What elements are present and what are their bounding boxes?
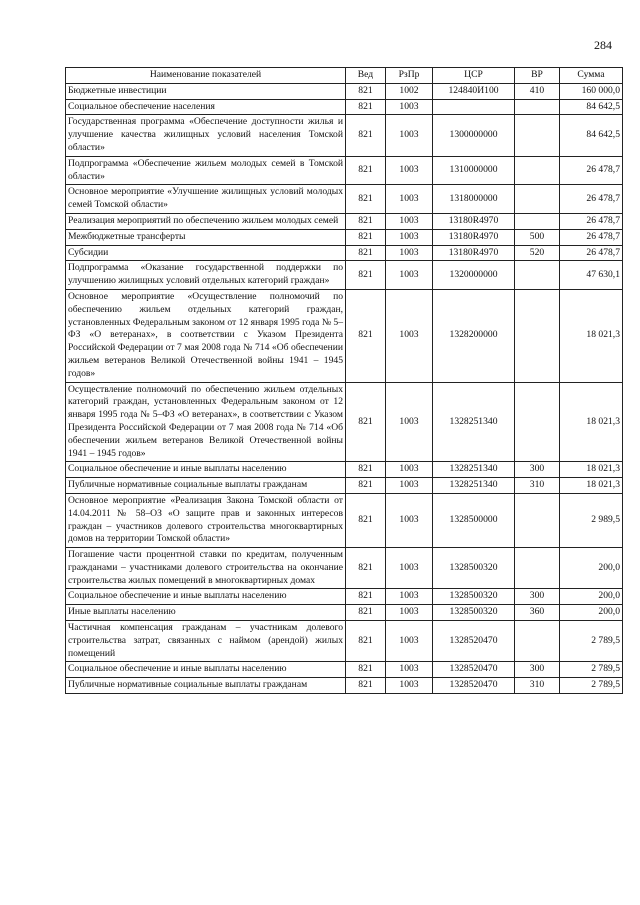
- table-row: [66, 493, 623, 547]
- cell-ved: 821: [346, 229, 386, 245]
- cell-vr: [515, 289, 560, 382]
- cell-ved: 821: [346, 493, 386, 547]
- cell-sum: 26 478,7: [560, 185, 623, 214]
- cell-sum: 160 000,0: [560, 83, 623, 99]
- cell-rzpr: 1003: [386, 462, 433, 478]
- cell-ved: 821: [346, 478, 386, 494]
- table-row: [66, 382, 623, 462]
- cell-csr: 13180R4970: [433, 213, 515, 229]
- cell-ved: 821: [346, 605, 386, 621]
- page-number: 284: [594, 38, 612, 52]
- table-row: [66, 261, 623, 290]
- cell-vr: 410: [515, 83, 560, 99]
- cell-rzpr: 1003: [386, 99, 433, 115]
- table-row: [66, 621, 623, 662]
- table-row: [66, 185, 623, 214]
- cell-sum: 18 021,3: [560, 289, 623, 382]
- cell-name: Основное мероприятие «Осуществление полномочий по обеспечению жильем отдельных категорий граждан, установленных Федеральным законом от 12 января 1995 года № 5–ФЗ «О ветеранах», в соответствии с Указом Президента Российской Федерации от 7 мая 2008 года № 714 «Об обеспечении жильем ветеранов Великой Отечественной войны 1941 – 1945 годов»: [66, 289, 346, 382]
- table-row: [66, 289, 623, 382]
- cell-csr: 1328200000: [433, 289, 515, 382]
- cell-vr: [515, 115, 560, 156]
- cell-vr: [515, 261, 560, 290]
- cell-rzpr: 1003: [386, 115, 433, 156]
- cell-sum: 26 478,7: [560, 156, 623, 185]
- table-row: [66, 83, 623, 99]
- cell-sum: 84 642,5: [560, 115, 623, 156]
- cell-rzpr: 1003: [386, 261, 433, 290]
- cell-name: Социальное обеспечение и иные выплаты населению: [66, 589, 346, 605]
- cell-ved: 821: [346, 662, 386, 678]
- cell-sum: 2 989,5: [560, 493, 623, 547]
- cell-name: Субсидии: [66, 245, 346, 261]
- cell-rzpr: 1003: [386, 478, 433, 494]
- cell-ved: 821: [346, 185, 386, 214]
- cell-vr: 360: [515, 605, 560, 621]
- cell-ved: 821: [346, 548, 386, 589]
- header-rzpr: РзПр: [386, 68, 433, 84]
- table-row: [66, 589, 623, 605]
- header-ved: Вед: [346, 68, 386, 84]
- cell-csr: 1300000000: [433, 115, 515, 156]
- cell-ved: 821: [346, 115, 386, 156]
- cell-csr: 124840И100: [433, 83, 515, 99]
- cell-vr: 520: [515, 245, 560, 261]
- cell-csr: 1328251340: [433, 382, 515, 462]
- cell-csr: 1328500320: [433, 605, 515, 621]
- cell-ved: 821: [346, 382, 386, 462]
- cell-name: Осуществление полномочий по обеспечению жильем отдельных категорий граждан, установленных Федеральным законом от 12 января 1995 года № 5–ФЗ «О ветеранах», в соответствии с Указом Президента Российской Федерации от 7 мая 2008 года № 714 «Об обеспечении жильем ветеранов Великой Отечественной войны 1941 – 1945 годов»: [66, 382, 346, 462]
- cell-rzpr: 1003: [386, 589, 433, 605]
- cell-name: Подпрограмма «Оказание государственной поддержки по улучшению жилищных условий отдельных категорий граждан»: [66, 261, 346, 290]
- cell-rzpr: 1003: [386, 621, 433, 662]
- cell-vr: 310: [515, 678, 560, 694]
- header-vr: ВР: [515, 68, 560, 84]
- table-row: [66, 115, 623, 156]
- cell-sum: 200,0: [560, 589, 623, 605]
- cell-rzpr: 1002: [386, 83, 433, 99]
- cell-name: Межбюджетные трансферты: [66, 229, 346, 245]
- header-name: Наименование показателей: [66, 68, 346, 84]
- cell-ved: 821: [346, 678, 386, 694]
- cell-csr: 1328520470: [433, 678, 515, 694]
- cell-name: Социальное обеспечение и иные выплаты населению: [66, 662, 346, 678]
- cell-name: Публичные нормативные социальные выплаты гражданам: [66, 678, 346, 694]
- cell-ved: 821: [346, 289, 386, 382]
- table-row: [66, 548, 623, 589]
- cell-rzpr: 1003: [386, 229, 433, 245]
- table-row: [66, 156, 623, 185]
- cell-rzpr: 1003: [386, 382, 433, 462]
- cell-rzpr: 1003: [386, 245, 433, 261]
- cell-sum: 18 021,3: [560, 382, 623, 462]
- cell-csr: 1328500320: [433, 548, 515, 589]
- cell-vr: [515, 493, 560, 547]
- cell-ved: 821: [346, 156, 386, 185]
- cell-vr: 500: [515, 229, 560, 245]
- header-sum: Сумма: [560, 68, 623, 84]
- cell-sum: 200,0: [560, 548, 623, 589]
- cell-csr: 1318000000: [433, 185, 515, 214]
- cell-csr: [433, 99, 515, 115]
- cell-rzpr: 1003: [386, 548, 433, 589]
- cell-vr: [515, 99, 560, 115]
- cell-rzpr: 1003: [386, 493, 433, 547]
- table-row: [66, 678, 623, 694]
- table-row: [66, 662, 623, 678]
- cell-csr: 1328500000: [433, 493, 515, 547]
- cell-name: Частичная компенсация гражданам – участникам долевого строительства затрат, связанных с наймом (арендой) жилых помещений: [66, 621, 346, 662]
- cell-rzpr: 1003: [386, 662, 433, 678]
- cell-ved: 821: [346, 621, 386, 662]
- cell-name: Социальное обеспечение и иные выплаты населению: [66, 462, 346, 478]
- cell-name: Государственная программа «Обеспечение доступности жилья и улучшение качества жилищных условий населения Томской области»: [66, 115, 346, 156]
- cell-sum: 84 642,5: [560, 99, 623, 115]
- cell-ved: 821: [346, 213, 386, 229]
- cell-csr: 1328500320: [433, 589, 515, 605]
- table-row: [66, 213, 623, 229]
- cell-ved: 821: [346, 83, 386, 99]
- cell-name: Подпрограмма «Обеспечение жильем молодых семей в Томской области»: [66, 156, 346, 185]
- cell-vr: 300: [515, 462, 560, 478]
- cell-name: Погашение части процентной ставки по кредитам, полученным гражданами – участниками долевого строительства на окончание строительства жилых помещений в многоквартирных домах: [66, 548, 346, 589]
- cell-sum: 200,0: [560, 605, 623, 621]
- table-row: [66, 99, 623, 115]
- table-body: [66, 83, 623, 693]
- cell-csr: 13180R4970: [433, 229, 515, 245]
- cell-ved: 821: [346, 462, 386, 478]
- cell-ved: 821: [346, 261, 386, 290]
- table-row: [66, 478, 623, 494]
- cell-vr: [515, 213, 560, 229]
- cell-rzpr: 1003: [386, 678, 433, 694]
- cell-rzpr: 1003: [386, 605, 433, 621]
- cell-ved: 821: [346, 99, 386, 115]
- cell-rzpr: 1003: [386, 185, 433, 214]
- cell-name: Реализация мероприятий по обеспечению жильем молодых семей: [66, 213, 346, 229]
- budget-table: [65, 67, 623, 694]
- cell-vr: [515, 548, 560, 589]
- cell-sum: 47 630,1: [560, 261, 623, 290]
- cell-vr: [515, 382, 560, 462]
- cell-rzpr: 1003: [386, 289, 433, 382]
- table-row: [66, 605, 623, 621]
- cell-csr: 1310000000: [433, 156, 515, 185]
- cell-rzpr: 1003: [386, 156, 433, 185]
- cell-rzpr: 1003: [386, 213, 433, 229]
- cell-vr: 300: [515, 662, 560, 678]
- cell-csr: 1328251340: [433, 462, 515, 478]
- header-csr: ЦСР: [433, 68, 515, 84]
- cell-name: Иные выплаты населению: [66, 605, 346, 621]
- table-header-row: [66, 68, 623, 84]
- cell-sum: 26 478,7: [560, 213, 623, 229]
- cell-csr: 1328520470: [433, 662, 515, 678]
- cell-name: Основное мероприятие «Улучшение жилищных условий молодых семей Томской области»: [66, 185, 346, 214]
- cell-csr: 1328520470: [433, 621, 515, 662]
- cell-sum: 2 789,5: [560, 662, 623, 678]
- cell-csr: 1320000000: [433, 261, 515, 290]
- cell-ved: 821: [346, 589, 386, 605]
- cell-name: Социальное обеспечение населения: [66, 99, 346, 115]
- cell-vr: [515, 185, 560, 214]
- cell-name: Основное мероприятие «Реализация Закона Томской области от 14.04.2011 № 58–ОЗ «О защите прав и законных интересов граждан – участников долевого строительства многоквартирных домов на территории Томской области»: [66, 493, 346, 547]
- cell-sum: 26 478,7: [560, 245, 623, 261]
- cell-sum: 26 478,7: [560, 229, 623, 245]
- cell-csr: 13180R4970: [433, 245, 515, 261]
- cell-sum: 2 789,5: [560, 621, 623, 662]
- cell-vr: [515, 156, 560, 185]
- cell-vr: 300: [515, 589, 560, 605]
- table-row: [66, 462, 623, 478]
- cell-name: Бюджетные инвестиции: [66, 83, 346, 99]
- table-row: [66, 245, 623, 261]
- cell-sum: 18 021,3: [560, 462, 623, 478]
- table-row: [66, 229, 623, 245]
- cell-name: Публичные нормативные социальные выплаты гражданам: [66, 478, 346, 494]
- cell-sum: 18 021,3: [560, 478, 623, 494]
- cell-vr: 310: [515, 478, 560, 494]
- cell-sum: 2 789,5: [560, 678, 623, 694]
- cell-csr: 1328251340: [433, 478, 515, 494]
- cell-ved: 821: [346, 245, 386, 261]
- cell-vr: [515, 621, 560, 662]
